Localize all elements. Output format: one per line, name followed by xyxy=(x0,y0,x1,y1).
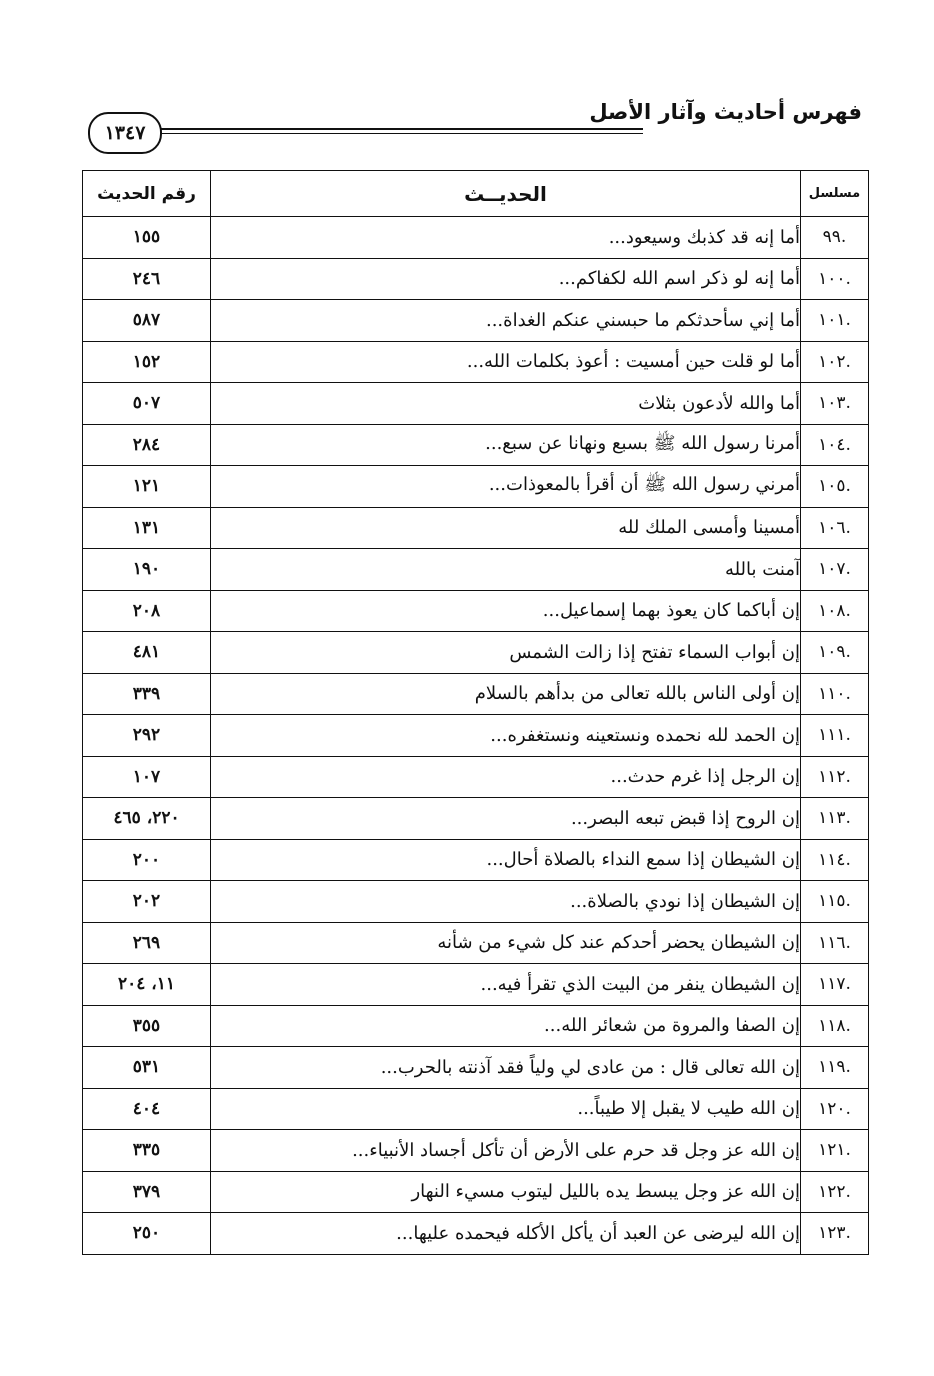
table-row xyxy=(83,798,869,840)
row-hadith-number: ٣٣٩ xyxy=(83,673,211,715)
row-hadith-number: ٣٥٥ xyxy=(83,1005,211,1047)
row-serial: .١١٥ xyxy=(801,881,869,923)
row-serial: .١٠٩ xyxy=(801,632,869,674)
row-hadith-number: ٢٦٩ xyxy=(83,922,211,964)
table-row xyxy=(83,922,869,964)
header-rule xyxy=(160,128,643,130)
row-serial: .١٠١ xyxy=(801,300,869,342)
row-hadith-text: إن الشيطان ينفر من البيت الذي تقرأ فيه... xyxy=(211,964,801,1006)
row-hadith-number: ٥٨٧ xyxy=(83,300,211,342)
row-hadith-text: إن الله عز وجل قد حرم على الأرض أن تأكل أجساد الأنبياء... xyxy=(211,1130,801,1172)
row-serial: .١٠٣ xyxy=(801,383,869,425)
table-row xyxy=(83,632,869,674)
row-serial: .١١٤ xyxy=(801,839,869,881)
row-hadith-text: إن أباكما كان يعوذ بهما إسماعيل... xyxy=(211,590,801,632)
header-rule-thin xyxy=(160,133,643,134)
row-serial: .١١٦ xyxy=(801,922,869,964)
row-hadith-number: ٤٨١ xyxy=(83,632,211,674)
row-hadith-number: ١٩٠ xyxy=(83,549,211,591)
row-serial: .١٠٤ xyxy=(801,424,869,466)
row-hadith-number: ٢٢٠، ٤٦٥ xyxy=(83,798,211,840)
row-hadith-number: ٥٠٧ xyxy=(83,383,211,425)
row-hadith-text: آمنت بالله xyxy=(211,549,801,591)
table-row xyxy=(83,300,869,342)
row-hadith-text: أما إنه قد كذبك وسيعود... xyxy=(211,217,801,259)
row-serial: .١١٩ xyxy=(801,1047,869,1089)
row-hadith-number: ١٢١ xyxy=(83,466,211,508)
page-number: ١٣٤٧ xyxy=(88,112,162,154)
row-hadith-number: ١٣١ xyxy=(83,507,211,549)
row-serial: .٩٩ xyxy=(801,217,869,259)
row-hadith-number: ٤٠٤ xyxy=(83,1088,211,1130)
table-row xyxy=(83,1088,869,1130)
table-row xyxy=(83,217,869,259)
page-header xyxy=(82,92,868,162)
row-hadith-text: إن الرجل إذا غرم حدث... xyxy=(211,756,801,798)
table-row xyxy=(83,549,869,591)
row-hadith-number: ٢٨٤ xyxy=(83,424,211,466)
row-hadith-number: ١٥٢ xyxy=(83,341,211,383)
row-hadith-text: إن الشيطان إذا سمع النداء بالصلاة أحال... xyxy=(211,839,801,881)
row-hadith-text: إن الله تعالى قال : من عادى لي ولياً فقد آذنته بالحرب... xyxy=(211,1047,801,1089)
row-serial: .١١٨ xyxy=(801,1005,869,1047)
table-row xyxy=(83,466,869,508)
table-row xyxy=(83,756,869,798)
table-row xyxy=(83,1005,869,1047)
table-row xyxy=(83,1213,869,1255)
hadith-index-table xyxy=(82,170,869,1255)
row-hadith-number: ١٥٥ xyxy=(83,217,211,259)
table-row xyxy=(83,383,869,425)
row-hadith-text: أما والله لأدعون بثلاث xyxy=(211,383,801,425)
page-title: فهرس أحاديث وآثار الأصل xyxy=(589,100,862,124)
row-serial: .١١١ xyxy=(801,715,869,757)
row-hadith-text: إن أبواب السماء تفتح إذا زالت الشمس xyxy=(211,632,801,674)
row-hadith-text: أما إنه لو ذكر اسم الله لكفاكم... xyxy=(211,258,801,300)
table-row xyxy=(83,1047,869,1089)
table-row xyxy=(83,715,869,757)
row-serial: .١٠٢ xyxy=(801,341,869,383)
row-hadith-text: أمرني رسول الله ﷺ أن أقرأ بالمعوذات... xyxy=(211,466,801,508)
row-hadith-text: إن الشيطان إذا نودي بالصلاة... xyxy=(211,881,801,923)
row-hadith-text: إن أولى الناس بالله تعالى من بدأهم بالسلام xyxy=(211,673,801,715)
table-row xyxy=(83,964,869,1006)
row-serial: .١٠٧ xyxy=(801,549,869,591)
row-hadith-number: ٣٣٥ xyxy=(83,1130,211,1172)
row-serial: .١٠٠ xyxy=(801,258,869,300)
row-serial: .١٢١ xyxy=(801,1130,869,1172)
row-hadith-number: ٢٤٦ xyxy=(83,258,211,300)
row-hadith-text: أمرنا رسول الله ﷺ بسبع ونهانا عن سبع... xyxy=(211,424,801,466)
table-row xyxy=(83,881,869,923)
row-hadith-number: ٢٠٨ xyxy=(83,590,211,632)
table-row xyxy=(83,1171,869,1213)
row-hadith-text: إن الحمد لله نحمده ونستعينه ونستغفره... xyxy=(211,715,801,757)
table-row xyxy=(83,839,869,881)
table-row xyxy=(83,341,869,383)
row-hadith-text: إن الصفا والمروة من شعائر الله... xyxy=(211,1005,801,1047)
row-hadith-text: إن الشيطان يحضر أحدكم عند كل شيء من شأنه xyxy=(211,922,801,964)
row-hadith-number: ٢٠٢ xyxy=(83,881,211,923)
row-hadith-text: إن الله طيب لا يقبل إلا طيباً... xyxy=(211,1088,801,1130)
row-hadith-number: ١١، ٢٠٤ xyxy=(83,964,211,1006)
row-serial: .١٠٨ xyxy=(801,590,869,632)
header-serial: مسلسل xyxy=(801,171,869,217)
row-serial: .١١٠ xyxy=(801,673,869,715)
row-serial: .١٢٣ xyxy=(801,1213,869,1255)
row-serial: .١٠٥ xyxy=(801,466,869,508)
row-hadith-text: أما لو قلت حين أمسيت : أعوذ بكلمات الله... xyxy=(211,341,801,383)
header-hadith: الحديــث xyxy=(211,171,801,217)
row-serial: .١١٧ xyxy=(801,964,869,1006)
table-header-row xyxy=(83,171,869,217)
row-hadith-number: ٥٣١ xyxy=(83,1047,211,1089)
row-serial: .١١٣ xyxy=(801,798,869,840)
row-hadith-text: إن الروح إذا قبض تبعه البصر... xyxy=(211,798,801,840)
row-serial: .١١٢ xyxy=(801,756,869,798)
row-hadith-number: ٢٥٠ xyxy=(83,1213,211,1255)
table-row xyxy=(83,590,869,632)
row-serial: .١٠٦ xyxy=(801,507,869,549)
row-serial: .١٢٠ xyxy=(801,1088,869,1130)
table-row xyxy=(83,424,869,466)
row-hadith-number: ٢٠٠ xyxy=(83,839,211,881)
table-row xyxy=(83,507,869,549)
row-hadith-number: ٢٩٢ xyxy=(83,715,211,757)
header-hadith-number: رقم الحديث xyxy=(83,171,211,217)
row-hadith-number: ١٠٧ xyxy=(83,756,211,798)
row-hadith-number: ٣٧٩ xyxy=(83,1171,211,1213)
row-hadith-text: إن الله ليرضى عن العبد أن يأكل الأكله فيحمده عليها... xyxy=(211,1213,801,1255)
table-row xyxy=(83,1130,869,1172)
row-hadith-text: أما إني سأحدثكم ما حبسني عنكم الغداة... xyxy=(211,300,801,342)
table-row xyxy=(83,673,869,715)
row-serial: .١٢٢ xyxy=(801,1171,869,1213)
row-hadith-text: إن الله عز وجل يبسط يده بالليل ليتوب مسيء النهار xyxy=(211,1171,801,1213)
table-row xyxy=(83,258,869,300)
row-hadith-text: أمسينا وأمسى الملك لله xyxy=(211,507,801,549)
